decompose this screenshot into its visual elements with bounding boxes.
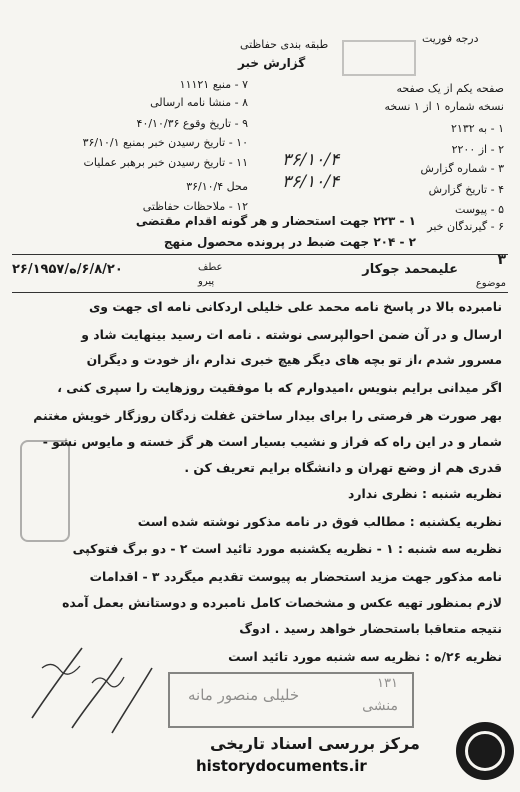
stamp-text-bottom: منشی [362, 698, 398, 714]
action-line-1: ۱ - ۲۲۳ جهت استحضار و هر گونه اقدام مقتضی [135, 214, 416, 228]
body-line-14: نظریه ۲۶/ه : نظریه سه شنبه مورد تائید است [228, 649, 502, 664]
field-5: ۵ - پیوست [455, 203, 504, 216]
page-line: صفحه یکم از یک صفحه [396, 82, 504, 95]
body-line-5: بهر صورت هر فرصتی را برای بیدار ساختن غفلت زدگان روزگار خویش مغتنم [33, 408, 502, 423]
subject-value: علیمحمد جوکار [362, 262, 458, 277]
ref-label: عطف [198, 262, 223, 273]
body-line-1: نامبرده بالا در پاسخ نامه محمد علی خلیلی اردکانی نامه ای جهت وی [88, 299, 502, 314]
following-label: پیرو [198, 276, 215, 287]
archive-logo-icon [456, 722, 514, 780]
body-line-11: نامه مذکور جهت مزید استحضار به پیوست تقدیم میگردد ۳ - اقدامات [89, 569, 502, 584]
classification-label: طبقه بندی حفاظتی [240, 38, 329, 51]
subject-label: موضوع [475, 278, 506, 289]
body-line-6: شمار و در این راه که فراز و نشیب بسیار است هر گز خسته و مایوس نشو - [42, 434, 502, 449]
body-line-13: نتیجه متعاقبا باستحضار خواهد رسید . ادوگ [239, 621, 502, 636]
handwritten-number-1: ۳۶/۱۰/۴ [282, 150, 340, 170]
body-line-3: مسرور شدم ،از تو بچه های دیگر هیچ خبری ندارم ،از خودت و دیگران [86, 352, 502, 367]
date-received-line: ۱۰ - تاریخ رسیدن خبر بمنبع ۳۶/۱۰/۱ [82, 136, 248, 149]
action-line-2: ۲ - ۲۰۴ جهت ضبط در پرونده محصول منهج [163, 235, 416, 249]
field-3: ۳ - شماره گزارش [420, 162, 504, 175]
origin-line: ۸ - منشا نامه ارسالی [150, 96, 248, 109]
field-1: ۱ - به ۲۱۳۲ [451, 122, 504, 135]
watermark-url: historydocuments.ir [196, 757, 367, 775]
side-stamp [20, 440, 70, 542]
handwritten-notes [12, 628, 172, 748]
body-line-8: نظریه شنبه : نظری ندارد [348, 486, 502, 501]
body-line-4: اگر میدانی برایم بنویس ،امیدوارم که با موفقیت روزهایت را سپری کنی ، [57, 380, 502, 395]
body-line-2: ارسال و در آن ضمن احوالپرسی نوشته . نامه ات رسید بینهایت شاد و [81, 327, 502, 342]
body-line-9: نظریه یکشنبه : مطالب فوق در نامه مذکور نوشته شده است [137, 514, 502, 529]
date-received-ops-line: ۱۱ - تاریخ رسیدن خبر برهبر عملیات [83, 156, 248, 169]
remarks-line: ۱۲ - ملاحظات حفاظتی [142, 200, 248, 213]
degree-label: درجه فوریت [422, 32, 479, 45]
body-line-10: نظریه سه شنبه : ۱ - نظریه یکشنبه مورد تائید است ۲ - دو برگ فتوکپی [72, 541, 502, 556]
divider-2 [12, 292, 508, 293]
bottom-stamp [168, 672, 414, 728]
stamp-text-top: ۱۳۱ [377, 676, 398, 691]
divider [12, 254, 508, 255]
handwritten-number-2: ۳۶/۱۰/۴ [282, 172, 340, 192]
watermark-title: مرکز بررسی اسناد تاریخی [210, 734, 420, 753]
stamp-text-left: خلیلی منصور مانه [188, 686, 300, 704]
source-line: ۷ - منبع ۱۱۱۲۱ [179, 78, 248, 91]
field-6: ۶ - گیرندگان خبر [427, 220, 504, 233]
date-event-line: ۹ - تاریخ وقوع ۴۰/۱۰/۳۶ [136, 117, 248, 130]
body-line-12: لازم بمنظور تهیه عکس و مشخصات کامل نامبرده و دوستانش بعمل آمده [62, 595, 502, 610]
place-line: محل ۳۶/۱۰/۴ [186, 180, 248, 193]
copy-line: نسخه شماره ۱ از ۱ نسخه [384, 100, 504, 113]
reference-number: ۶/۸/۲۰/ه/۲۶/۱۹۵۷ [12, 262, 123, 277]
field-4: ۴ - تاریخ گزارش [428, 183, 504, 196]
faint-stamp [342, 40, 416, 76]
report-title: گزارش خبر [238, 56, 306, 70]
page-number: ۳ [497, 252, 506, 268]
field-2: ۲ - از ۲۲۰۰ [451, 143, 504, 156]
body-line-7: قدری هم از وضع تهران و دانشگاه برایم تعریف کن . [184, 460, 502, 475]
